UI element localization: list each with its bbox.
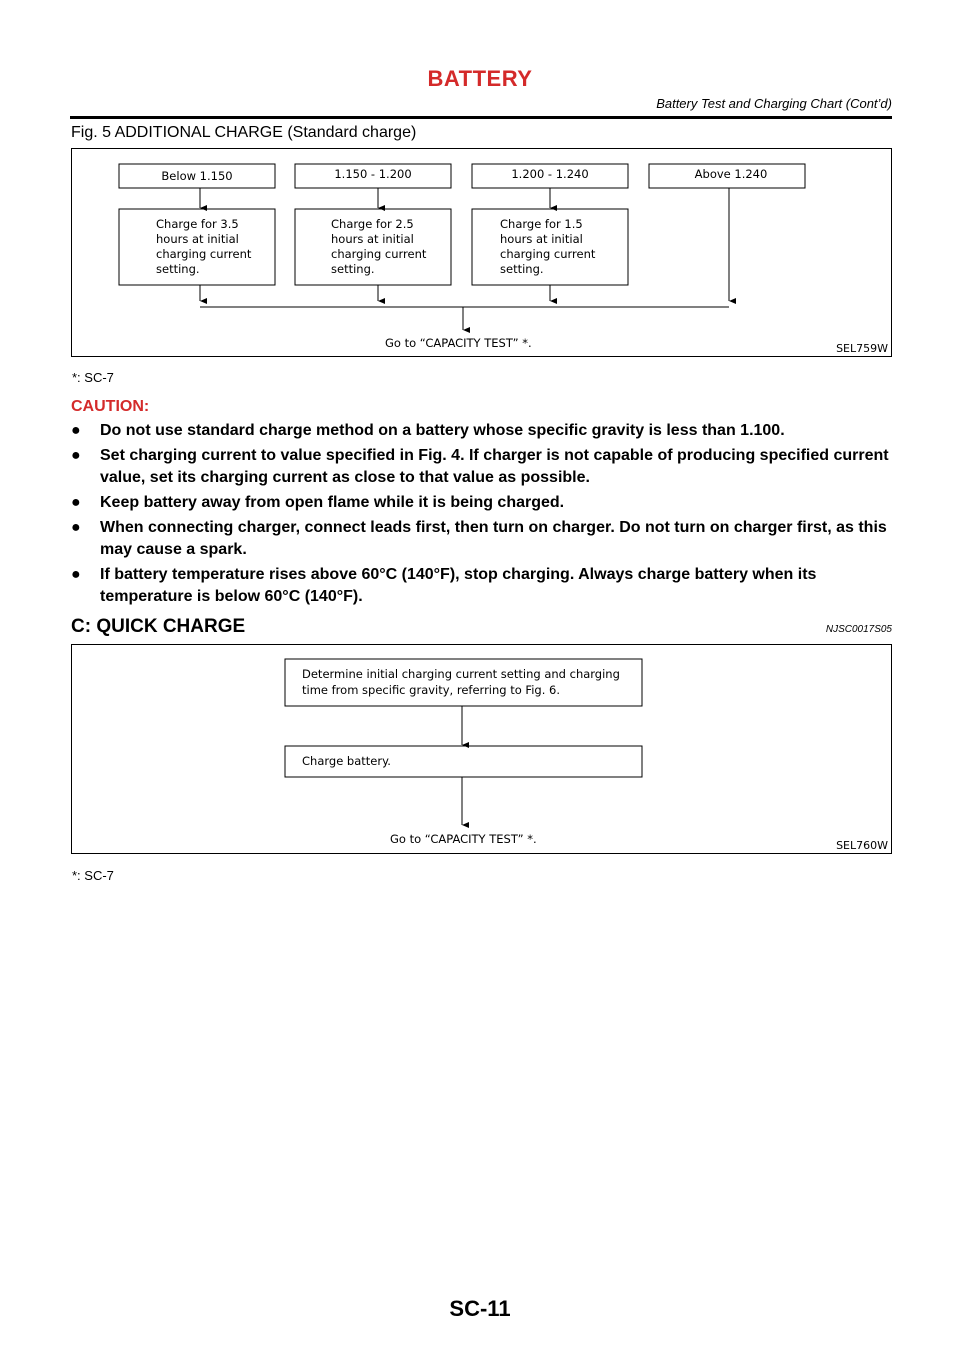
bullet-icon: ●: [71, 494, 81, 511]
caution-item: ● If battery temperature rises above 60°C (140°F), stop charging. Always charge battery when its temperature is below 60°C (140°F).: [71, 566, 817, 605]
bullet-icon: ●: [71, 566, 81, 583]
figure-5-footnote: *: SC-7: [72, 370, 114, 385]
quick-charge-flowchart: [71, 644, 892, 854]
caution-heading: CAUTION:: [71, 398, 150, 415]
page-header-title: BATTERY: [427, 66, 533, 91]
charge-text: charging current: [331, 247, 427, 261]
page-number: SC-11: [449, 1296, 511, 1321]
bullet-icon: ●: [71, 447, 81, 464]
caution-item: ● Set charging current to value specified in Fig. 4. If charger is not capable of producing specified current value, set its charging current as close to that value as possible.: [71, 447, 889, 486]
bullet-icon: ●: [71, 422, 81, 439]
caution-item: ● Keep battery away from open flame while it is being charged.: [71, 492, 893, 514]
figure-code: SEL759W: [836, 342, 888, 355]
header-divider: [70, 116, 892, 119]
charge-text: hours at initial: [331, 232, 414, 246]
charge-text: Charge for 2.5: [331, 217, 414, 231]
goto-capacity-test: Go to “CAPACITY TEST” *.: [390, 832, 537, 846]
caution-item: ● Do not use standard charge method on a battery whose specific gravity is less than 1.100.: [71, 420, 893, 442]
charge-text: Charge for 1.5: [500, 217, 583, 231]
section-code: NJSC0017S05: [825, 624, 892, 635]
charge-text: charging current: [500, 247, 596, 261]
bullet-icon: ●: [71, 519, 81, 536]
step-text: Determine initial charging current setting and charging: [302, 667, 620, 681]
range-label: Above 1.240: [694, 167, 768, 181]
figure-5-flowchart: [71, 148, 892, 357]
section-title: C: QUICK CHARGE: [71, 616, 246, 637]
caution-item: ● When connecting charger, connect leads first, then turn on charger. Do not turn on charger first, as this may cause a spark.: [71, 519, 887, 558]
charge-text: Charge for 3.5: [156, 217, 239, 231]
caution-list: [71, 420, 893, 611]
range-label: 1.200 - 1.240: [511, 167, 589, 181]
figure-5-caption: Fig. 5 ADDITIONAL CHARGE (Standard charge): [71, 124, 417, 141]
charge-text: setting.: [500, 262, 544, 276]
goto-capacity-test: Go to “CAPACITY TEST” *.: [385, 336, 532, 350]
quick-charge-diagram: [72, 645, 891, 853]
charge-text: hours at initial: [500, 232, 583, 246]
quick-charge-footnote: *: SC-7: [72, 868, 114, 883]
charge-text: setting.: [156, 262, 200, 276]
step-text: time from specific gravity, referring to Fig. 6.: [302, 683, 560, 697]
step-text: Charge battery.: [302, 754, 391, 768]
page-header-subtitle: Battery Test and Charging Chart (Cont’d): [656, 96, 892, 111]
charge-text: hours at initial: [156, 232, 239, 246]
figure-5-diagram: [72, 149, 891, 356]
range-label: 1.150 - 1.200: [334, 167, 412, 181]
charge-text: charging current: [156, 247, 252, 261]
range-label: Below 1.150: [161, 169, 233, 183]
charge-text: setting.: [331, 262, 375, 276]
figure-code: SEL760W: [836, 839, 888, 852]
